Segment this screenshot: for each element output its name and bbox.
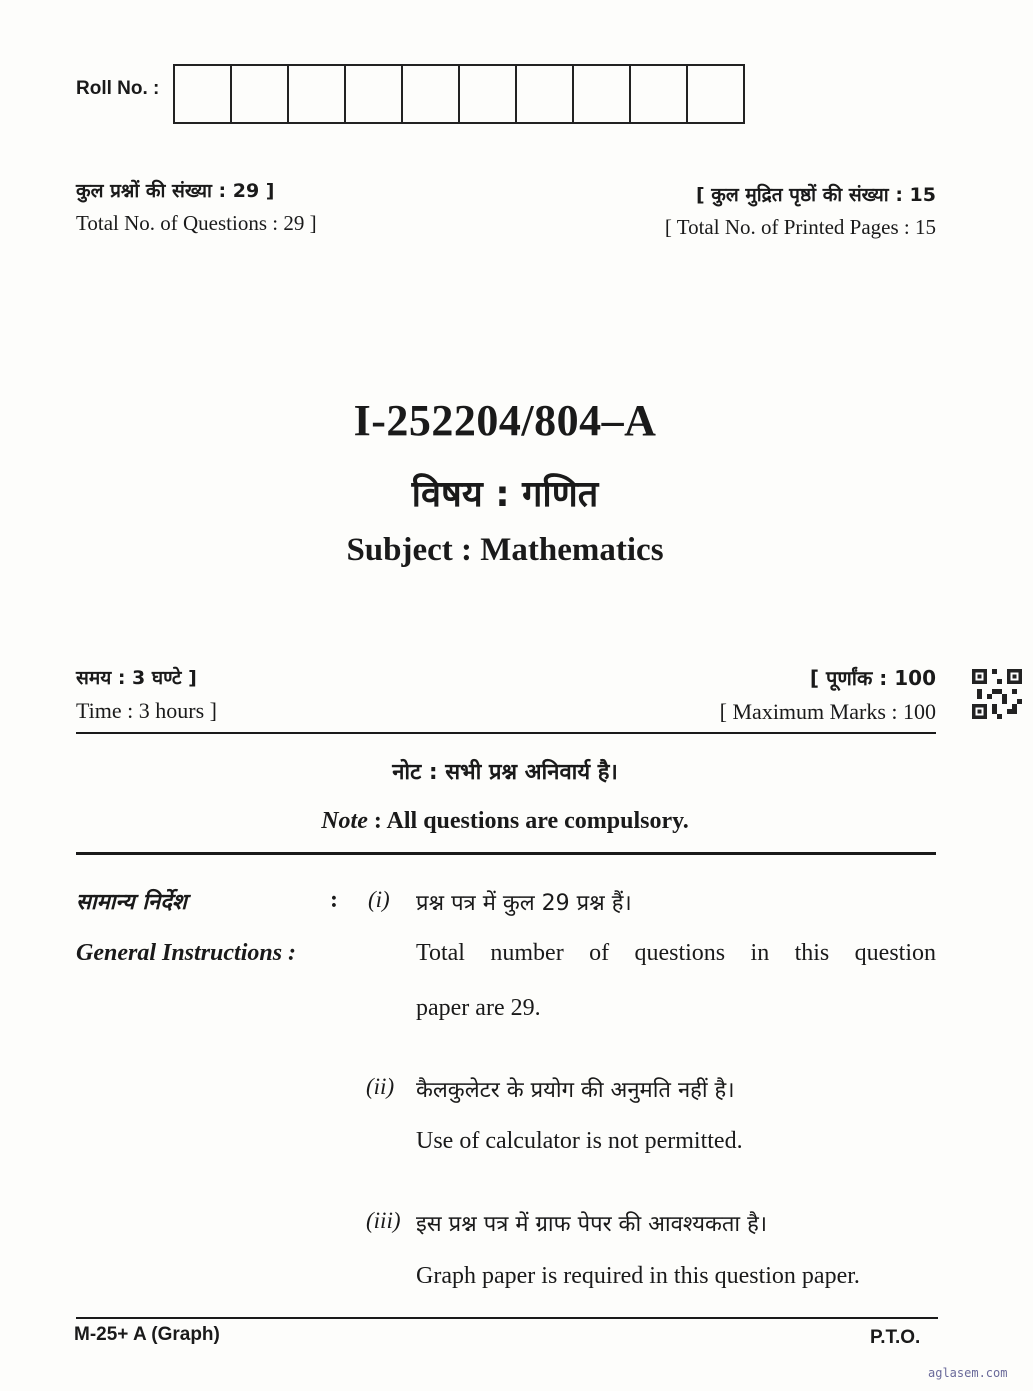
note-hindi: नोट : सभी प्रश्न अनिवार्य है।	[392, 760, 618, 785]
instruction-3-hindi: इस प्रश्न पत्र में ग्राफ पेपर की आवश्यकता है।	[416, 1212, 768, 1237]
marks-hindi: [ पूर्णांक : 100	[809, 666, 936, 690]
word: this	[794, 940, 830, 966]
word: questions	[634, 940, 726, 966]
roll-number-boxes[interactable]	[173, 64, 745, 124]
word: Total	[416, 940, 465, 966]
word: in	[750, 940, 770, 966]
total-questions-english: Total No. of Questions : 29 ]	[76, 211, 317, 235]
note-english	[0, 808, 1010, 835]
instructions-label-english: General Instructions :	[76, 940, 297, 966]
instruction-2-english: Use of calculator is not permitted.	[416, 1128, 743, 1154]
roll-number-box[interactable]	[346, 66, 403, 122]
roll-number-box[interactable]	[517, 66, 574, 122]
time-english: Time : 3 hours ]	[76, 698, 217, 723]
word: question	[854, 940, 936, 966]
note-label: Note	[321, 808, 368, 834]
instruction-1-number: (i)	[368, 887, 390, 912]
roll-number-box[interactable]	[232, 66, 289, 122]
divider-top	[76, 732, 936, 734]
qr-code-icon	[972, 668, 1022, 720]
roll-number-box[interactable]	[631, 66, 688, 122]
instruction-1-hindi: प्रश्न पत्र में कुल 29 प्रश्न हैं।	[416, 891, 632, 916]
instruction-3-number: (iii)	[366, 1208, 401, 1233]
instruction-1-english-line1	[416, 940, 936, 967]
roll-number-box[interactable]	[574, 66, 631, 122]
divider-bottom	[76, 852, 936, 855]
word: number	[490, 940, 564, 966]
marks-english: [ Maximum Marks : 100	[719, 699, 936, 724]
watermark: aglasem.com	[928, 1366, 1008, 1380]
instruction-3-english: Graph paper is required in this question paper.	[416, 1263, 860, 1289]
roll-number-box[interactable]	[175, 66, 232, 122]
instructions-label-hindi: सामान्य निर्देश	[76, 889, 187, 915]
roll-number-box[interactable]	[403, 66, 460, 122]
total-pages-hindi: [ कुल मुद्रित पृष्ठों की संख्या : 15	[695, 184, 936, 206]
total-questions-hindi: कुल प्रश्नों की संख्या : 29 ]	[76, 180, 275, 202]
roll-number-box[interactable]	[460, 66, 517, 122]
instruction-1-english-line2: paper are 29.	[416, 995, 541, 1021]
instruction-2-hindi: कैलकुलेटर के प्रयोग की अनुमति नहीं है।	[416, 1078, 735, 1103]
footer-divider	[76, 1317, 938, 1319]
roll-number-box[interactable]	[688, 66, 743, 122]
instructions-colon: :	[330, 887, 338, 913]
paper-code: I-252204/804–A	[353, 396, 657, 445]
note-text: : All questions are compulsory.	[367, 808, 689, 834]
total-pages-english: [ Total No. of Printed Pages : 15	[664, 215, 936, 239]
subject-english: Subject : Mathematics	[346, 532, 664, 568]
footer-code: M-25+ A (Graph)	[74, 1324, 220, 1345]
roll-number-label: Roll No. :	[76, 78, 160, 99]
word: of	[589, 940, 610, 966]
footer-pto: P.T.O.	[870, 1327, 921, 1348]
time-hindi: समय : 3 घण्टे ]	[76, 667, 197, 689]
subject-hindi: विषय : गणित	[411, 474, 599, 515]
roll-number-box[interactable]	[289, 66, 346, 122]
instruction-2-number: (ii)	[366, 1074, 395, 1099]
